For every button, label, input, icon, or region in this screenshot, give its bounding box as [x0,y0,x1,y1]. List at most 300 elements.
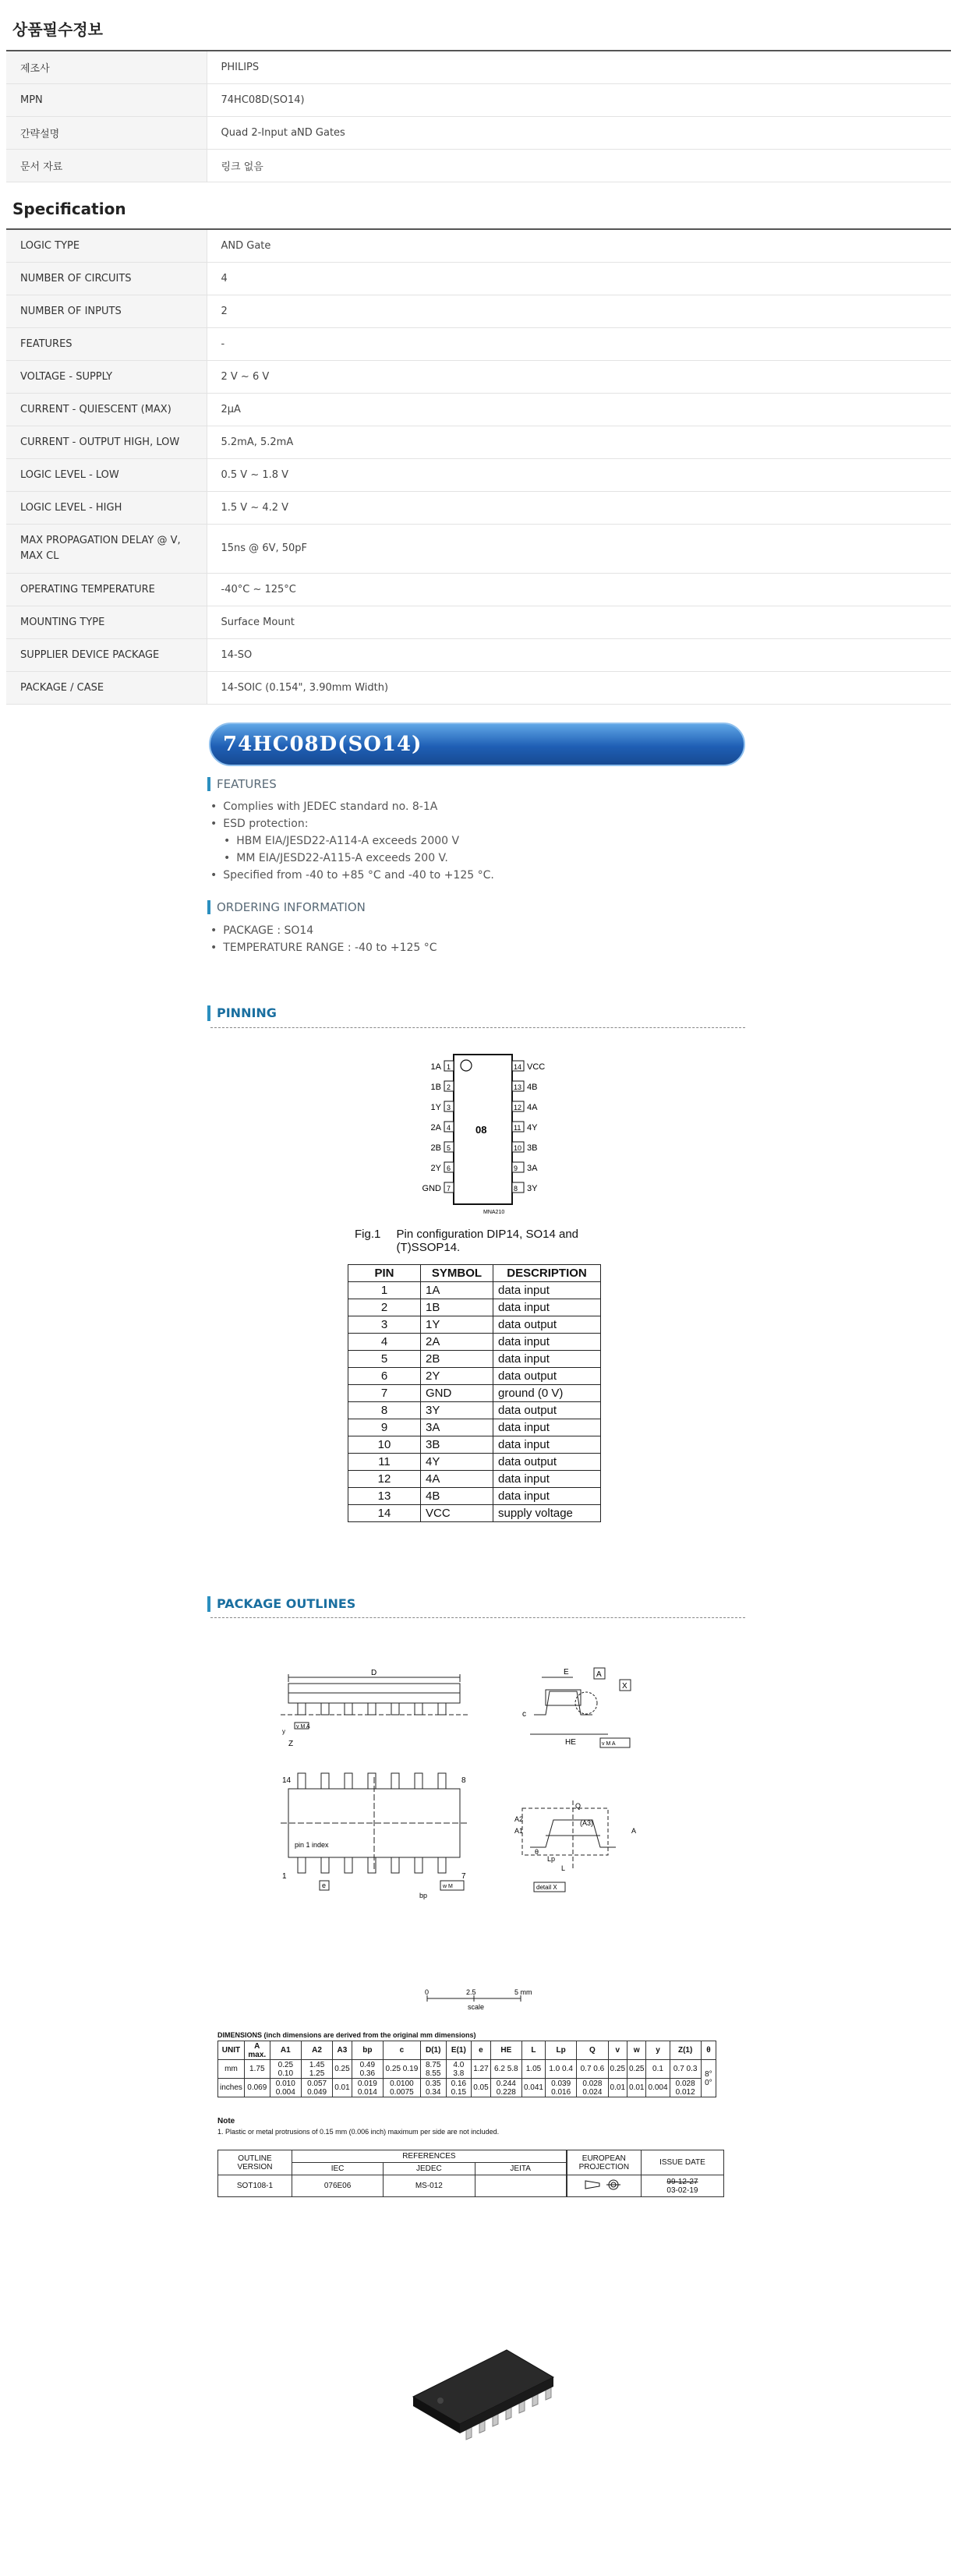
outline-reference-table [217,2150,724,2197]
pin14-label: 14 [282,1776,292,1785]
description-col-header: DESCRIPTION [493,1265,601,1282]
dim-value-cell: 0.010 0.004 [270,2079,301,2097]
dim-A2-label: A2 [514,1815,524,1823]
pin-number-left: 7 [447,1185,451,1193]
projection-header: EUROPEAN PROJECTION [567,2150,642,2175]
dim-value-cell: 0.039 0.016 [545,2079,576,2097]
dim-value-cell: 8.75 8.55 [420,2060,446,2079]
dim-header-cell: A1 [270,2041,301,2060]
pin-row [348,1505,601,1522]
detail-view [522,1800,616,1892]
pin-number-left: 2 [447,1083,451,1091]
dim-header-cell: v [608,2041,627,2060]
pin-diagram [405,1052,577,1224]
dim-value-cell: 0.019 0.014 [352,2079,383,2097]
dim-header-cell: HE [490,2041,521,2060]
scale-tick: 2.5 [466,1988,476,1996]
spec-value: 5.2mA, 5.2mA [207,426,951,459]
pin-name-right: 4A [527,1103,538,1112]
pin-number-right: 11 [514,1124,521,1132]
part-banner [209,723,745,766]
pin-number-left: 1 [447,1063,451,1071]
projection-symbol [567,2175,642,2197]
spec-row [6,525,951,574]
jeita-value [475,2175,567,2197]
scale-tick: 5 mm [514,1988,532,1996]
spec-row [6,492,951,525]
dim-header-cell: A3 [333,2041,352,2060]
pin-row [348,1282,601,1299]
basic-info-row [6,51,951,84]
pin-symbol: 1B [421,1299,493,1316]
features-heading [210,777,277,791]
dim-value-cell: 0.16 0.15 [446,2079,472,2097]
symbol-col-header: SYMBOL [421,1265,493,1282]
pin-description: ground (0 V) [493,1385,601,1402]
feature-item-sub [210,832,494,850]
pin-number-right: 8 [514,1185,518,1193]
dim-value-cell: 0.028 0.012 [670,2079,701,2097]
pin-symbol: 3A [421,1419,493,1436]
top-view-leg [345,1773,352,1789]
pin-number-right: 9 [514,1164,518,1172]
spec-row [6,394,951,426]
dim-header-cell: Lp [545,2041,576,2060]
feature-item: • ESD protection: [210,815,494,832]
pin-row [348,1316,601,1334]
basic-info-row [6,117,951,150]
pin-name-right: 3A [527,1164,538,1173]
issue-date-new: 03-02-19 [666,2186,698,2195]
dim-header-cell: y [646,2041,670,2060]
pin-number: 14 [348,1505,421,1522]
spec-row [6,328,951,361]
pin-symbol: VCC [421,1505,493,1522]
pin-number: 8 [348,1402,421,1419]
pin-number: 9 [348,1419,421,1436]
spec-value: 14-SOIC (0.154", 3.90mm Width) [207,672,951,705]
datum-A-label: A [596,1670,602,1679]
dim-w-box: w M [443,1884,453,1889]
pin-name-left: GND [422,1184,441,1193]
dim-value-cell: 0.01 [627,2079,646,2097]
pin-col-header: PIN [348,1265,421,1282]
pin-number: 6 [348,1368,421,1385]
pin-symbol: 3B [421,1436,493,1454]
top-view-leg [345,1857,352,1873]
ordering-heading [210,900,366,914]
dim-value-cell: 0.35 0.34 [420,2079,446,2097]
pin-row [348,1454,601,1471]
spec-row [6,639,951,672]
dim-value-cell: 0.25 [627,2060,646,2079]
top-view-leg [391,1857,399,1873]
basic-info-row [6,150,951,182]
pin-number-left: 6 [447,1164,451,1172]
pin-symbol: 4B [421,1488,493,1505]
basic-info-value: 링크 없음 [207,150,951,182]
dim-A1-label: A1 [514,1827,524,1835]
side-view [281,1674,468,1729]
top-view-leg [438,1857,446,1873]
specification-table [6,228,951,705]
pin-row [348,1299,601,1316]
chip-code: MNA210 [483,1210,505,1215]
side-leg [321,1703,329,1715]
issue-date-values [641,2175,723,2197]
spec-row [6,426,951,459]
pinning-heading [210,1005,277,1020]
dim-value-cell: 6.2 5.8 [490,2060,521,2079]
pin-description: data output [493,1368,601,1385]
pin-number-left: 5 [447,1144,451,1152]
pin-description: supply voltage [493,1505,601,1522]
basic-info-title: 상품필수정보 [12,20,103,39]
pin-symbol: 1A [421,1282,493,1299]
note-text: 1. Plastic or metal protrusions of 0.15 mm (0.006 inch) maximum per side are not included. [217,2128,500,2136]
specification-title: Specification [12,200,126,218]
spec-row [6,229,951,263]
scale-label: scale [468,2003,485,2011]
spec-label: PACKAGE / CASE [6,672,207,705]
pin-number: 12 [348,1471,421,1488]
dim-value-cell: 0.057 0.049 [301,2079,332,2097]
dim-value-cell: 0.01 [333,2079,352,2097]
basic-info-value: Quad 2-Input aND Gates [207,117,951,150]
spec-label: LOGIC LEVEL - HIGH [6,492,207,525]
dim-value-cell: 0.25 [333,2060,352,2079]
jedec-value: MS-012 [384,2175,475,2197]
spec-label: MOUNTING TYPE [6,606,207,639]
pin-symbol: 2A [421,1334,493,1351]
pin-row [348,1402,601,1419]
jedec-header: JEDEC [384,2163,475,2175]
dim-header-cell: E(1) [446,2041,472,2060]
side-leg [391,1703,399,1715]
top-view-leg [321,1773,329,1789]
dim-v-box-2: v M A [602,1741,616,1747]
spec-label: SUPPLIER DEVICE PACKAGE [6,639,207,672]
spec-label: CURRENT - OUTPUT HIGH, LOW [6,426,207,459]
pin-description: data input [493,1351,601,1368]
dim-A-label: A [631,1827,637,1835]
dim-header-cell: e [472,2041,490,2060]
pin-description: data input [493,1299,601,1316]
spec-row [6,574,951,606]
spec-value: AND Gate [207,229,951,263]
pin-symbol: 1Y [421,1316,493,1334]
dim-A3-label: (A3) [580,1819,594,1827]
pinning-divider [210,1027,745,1028]
pin-number-right: 13 [514,1083,522,1091]
scale-bar [421,1988,538,2016]
dim-Q-label: Q [575,1802,582,1810]
spec-label: OPERATING TEMPERATURE [6,574,207,606]
dim-D-label: D [371,1669,377,1677]
dim-bp-label: bp [419,1892,428,1899]
feature-item: • Specified from -40 to +85 °C and -40 to +125 °C. [210,867,494,884]
pin-name-right: 3Y [527,1184,538,1193]
iec-value: 076E06 [292,2175,383,2197]
pin-number: 7 [348,1385,421,1402]
dim-L-label: L [561,1864,566,1872]
detail-x-label: detail X [536,1884,557,1891]
pin-number: 2 [348,1299,421,1316]
dim-header-cell: Q [577,2041,608,2060]
pin-description: data input [493,1334,601,1351]
dim-value-cell: inches [218,2079,245,2097]
dim-E-label: E [564,1668,569,1677]
spec-value: 1.5 V ~ 4.2 V [207,492,951,525]
dim-header-cell: D(1) [420,2041,446,2060]
ordering-heading-text: ORDERING INFORMATION [217,900,366,914]
pin-description: data input [493,1471,601,1488]
side-leg [368,1703,376,1715]
dim-value-cell: 0.041 [521,2079,545,2097]
spec-row [6,672,951,705]
pin-name-left: 2Y [430,1164,441,1173]
pin-number: 13 [348,1488,421,1505]
dim-value-cell: 0.05 [472,2079,490,2097]
dim-value-cell: 0.25 0.10 [270,2060,301,2079]
dim-value-cell: 0.7 0.3 [670,2060,701,2079]
pin-symbol: 2Y [421,1368,493,1385]
pin-description-table [348,1264,601,1522]
pin-number: 11 [348,1454,421,1471]
pin-number-left: 4 [447,1124,451,1132]
dim-value-cell: 0.0100 0.0075 [383,2079,420,2097]
pin-number-left: 3 [447,1104,451,1111]
dim-Z-label: Z [288,1740,294,1748]
top-view-leg [415,1773,422,1789]
dim-value-cell: 0.244 0.228 [490,2079,521,2097]
iec-header: IEC [292,2163,383,2175]
scale-tick: 0 [425,1988,430,1996]
issue-date-old: 99-12-27 [666,2177,698,2186]
spec-label: MAX PROPAGATION DELAY @ V, MAX CL [6,525,207,574]
top-view-leg [298,1857,306,1873]
spec-label: VOLTAGE - SUPPLY [6,361,207,394]
pin-row [348,1419,601,1436]
dim-value-cell: 1.05 [521,2060,545,2079]
spec-row [6,295,951,328]
dim-header-cell: c [383,2041,420,2060]
spec-row [6,263,951,295]
dim-header-cell: w [627,2041,646,2060]
spec-label: LOGIC TYPE [6,229,207,263]
references-header: REFERENCES [292,2150,566,2163]
pin1-index-label: pin 1 index [295,1841,329,1849]
issue-date-header: ISSUE DATE [641,2150,723,2175]
pinning-heading-text: PINNING [217,1005,277,1020]
dim-header-cell: A max. [244,2041,270,2060]
feature-item-sub [210,850,494,867]
detail-X-marker: X [622,1682,627,1691]
top-view-leg [298,1773,306,1789]
basic-info-label: 문서 자료 [6,150,207,182]
pin-name-left: 1Y [430,1103,441,1112]
pin8-label: 8 [461,1776,466,1785]
dim-header-cell: A2 [301,2041,332,2060]
side-leg [415,1703,422,1715]
top-view-leg [415,1857,422,1873]
top-view-leg [321,1857,329,1873]
dim-value-cell: 1.75 [244,2060,270,2079]
spec-value: -40°C ~ 125°C [207,574,951,606]
dim-value-cell: 0.1 [646,2060,670,2079]
dim-theta-label: θ [535,1848,539,1856]
chip-label: 08 [475,1124,487,1136]
features-heading-text: FEATURES [217,777,277,791]
spec-label: NUMBER OF INPUTS [6,295,207,328]
pin-description: data input [493,1419,601,1436]
pin-row [348,1471,601,1488]
side-leg [438,1703,446,1715]
dim-HE-label: HE [565,1738,576,1747]
spec-value: 2 [207,295,951,328]
dim-header-cell: UNIT [218,2041,245,2060]
pin-row [348,1488,601,1505]
dim-value-cell: mm [218,2060,245,2079]
pin-description: data output [493,1402,601,1419]
spec-row [6,459,951,492]
pin1-label: 1 [282,1872,287,1881]
basic-info-table [6,50,951,182]
dimensions-caption: DIMENSIONS (inch dimensions are derived from the original mm dimensions) [217,2031,476,2039]
pin-number-right: 12 [514,1104,522,1111]
pin-name-left: 1A [430,1062,441,1072]
pin-description: data input [493,1282,601,1299]
pin-name-left: 1B [430,1083,441,1092]
package-outlines-heading-text: PACKAGE OUTLINES [217,1596,356,1611]
spec-row [6,606,951,639]
dim-Lp-label: Lp [547,1855,556,1863]
ordering-item: • PACKAGE : SO14 [210,922,437,939]
pin-description: data input [493,1436,601,1454]
dim-value-cell: 0.01 [608,2079,627,2097]
spec-label: LOGIC LEVEL - LOW [6,459,207,492]
dim-v-box: v M A [296,1724,310,1730]
dim-e-label: e [322,1882,327,1889]
pin-number-right: 10 [514,1144,522,1152]
dim-value-cell: 0.25 0.19 [383,2060,420,2079]
top-view-leg [438,1773,446,1789]
dim-header-cell: L [521,2041,545,2060]
spec-value: 2 V ~ 6 V [207,361,951,394]
pin-name-right: 3B [527,1143,538,1153]
basic-info-row [6,84,951,117]
pin-row [348,1368,601,1385]
basic-info-label: MPN [6,84,207,117]
spec-value: Surface Mount [207,606,951,639]
spec-label: NUMBER OF CIRCUITS [6,263,207,295]
spec-label: FEATURES [6,328,207,361]
pin-symbol: 2B [421,1351,493,1368]
pin-number: 1 [348,1282,421,1299]
dim-theta-cell: 8° 0° [701,2060,716,2097]
dim-y-label: y [282,1728,285,1735]
projection-icon [581,2178,627,2192]
pin-description: data output [493,1454,601,1471]
figure-caption [355,1228,623,1254]
top-view-leg [391,1773,399,1789]
pin-symbol: 3Y [421,1402,493,1419]
pin-number: 4 [348,1334,421,1351]
dim-value-cell: 4.0 3.8 [446,2060,472,2079]
pin7-label: 7 [461,1872,466,1881]
chip-photo [398,2338,569,2455]
spec-value: 0.5 V ~ 1.8 V [207,459,951,492]
dim-c-label: c [522,1710,526,1719]
spec-value: 15ns @ 6V, 50pF [207,525,951,574]
spec-value: 14-SO [207,639,951,672]
outline-version-header: OUTLINE VERSION [218,2150,292,2175]
dim-header-cell: bp [352,2041,383,2060]
top-view [281,1773,468,1890]
pin-symbol: 4Y [421,1454,493,1471]
pin-row [348,1351,601,1368]
dim-value-cell: 1.0 0.4 [545,2060,576,2079]
spec-row [6,361,951,394]
side-leg [298,1703,306,1715]
basic-info-value: PHILIPS [207,51,951,84]
dim-value-cell: 1.27 [472,2060,490,2079]
dim-value-cell: 0.004 [646,2079,670,2097]
dim-value-cell: 0.7 0.6 [577,2060,608,2079]
features-list [210,798,494,884]
feature-sub-text: HBM EIA/JESD22-A114-A exceeds 2000 V [236,835,460,847]
basic-info-label: 제조사 [6,51,207,84]
feature-sub-text: MM EIA/JESD22-A115-A exceeds 200 V. [236,852,448,864]
basic-info-value: 74HC08D(SO14) [207,84,951,117]
dim-header-cell: θ [701,2041,716,2060]
package-drawing [265,1660,709,1941]
pin-name-right: 4B [527,1083,538,1092]
pin-name-right: 4Y [527,1123,538,1133]
figure-number: Fig.1 [355,1228,381,1241]
dim-value-cell: 1.45 1.25 [301,2060,332,2079]
package-divider [210,1617,745,1618]
dimensions-table [217,2041,716,2097]
jeita-header: JEITA [475,2163,567,2175]
dim-value-cell: 0.069 [244,2079,270,2097]
pin-name-right: VCC [527,1062,546,1072]
pin-description: data output [493,1316,601,1334]
end-view [530,1668,631,1747]
figure-caption-text: Pin configuration DIP14, SO14 and (T)SSOP14. [396,1228,579,1254]
chip-dot [437,2398,444,2404]
pin-description: data input [493,1488,601,1505]
pin-number: 3 [348,1316,421,1334]
dim-value-cell: 0.25 [608,2060,627,2079]
side-leg [345,1703,352,1715]
outline-version-value: SOT108-1 [218,2175,292,2197]
pin-row [348,1385,601,1402]
dim-value-cell: 0.028 0.024 [577,2079,608,2097]
pin-number: 10 [348,1436,421,1454]
dim-header-cell: Z(1) [670,2041,701,2060]
dim-value-cell: 0.49 0.36 [352,2060,383,2079]
feature-item: • Complies with JEDEC standard no. 8-1A [210,798,494,815]
pin-number-right: 14 [514,1063,522,1071]
package-outlines-heading [210,1596,355,1611]
ordering-item: • TEMPERATURE RANGE : -40 to +125 °C [210,939,437,956]
pin-name-left: 2A [430,1123,441,1133]
spec-value: 4 [207,263,951,295]
pin-name-left: 2B [430,1143,441,1153]
pin-row [348,1334,601,1351]
pin-symbol: 4A [421,1471,493,1488]
